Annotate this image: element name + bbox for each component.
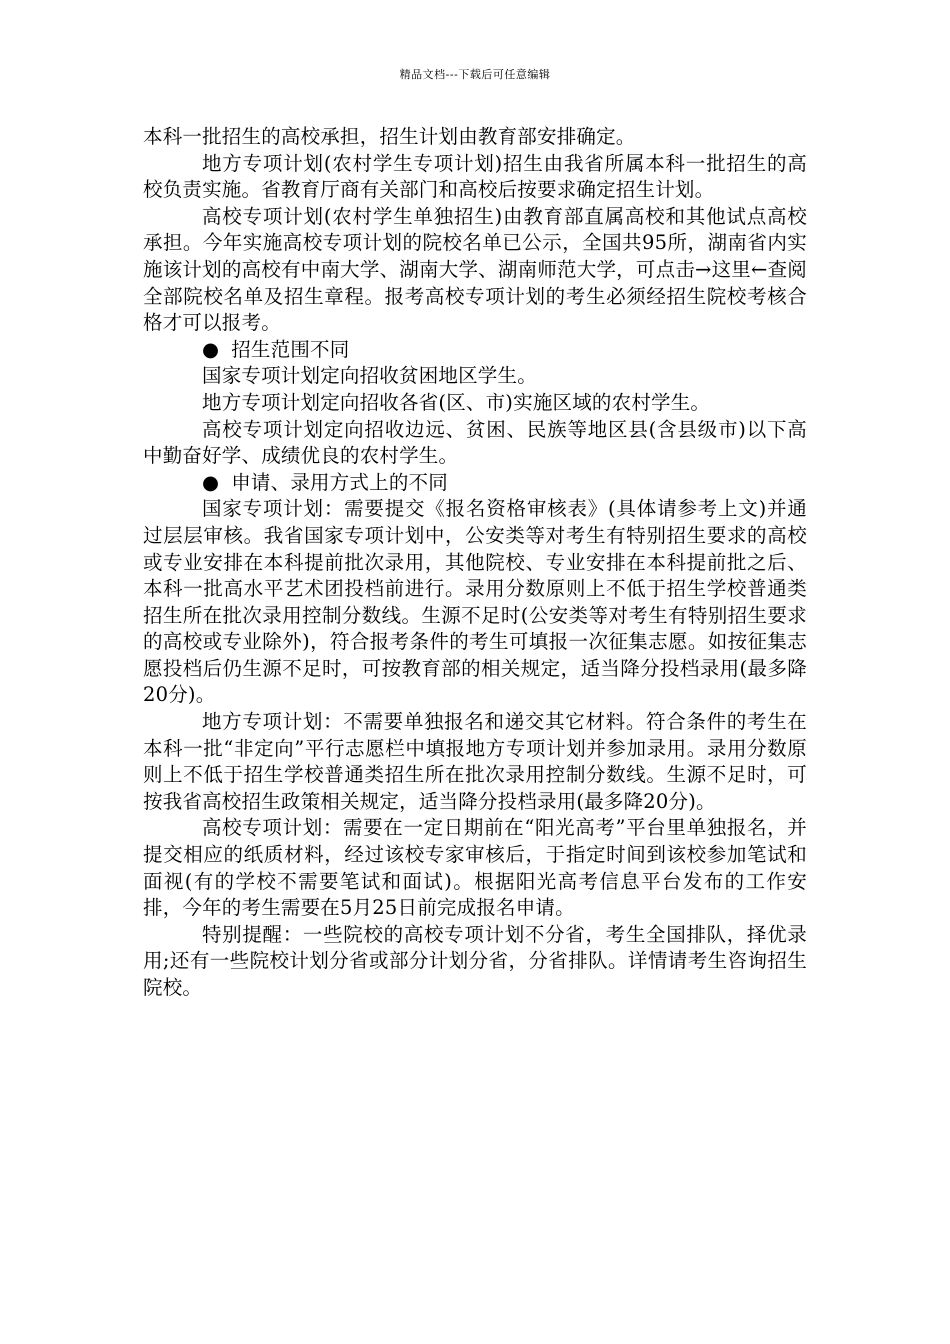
bullet-icon: ● — [202, 337, 220, 361]
document-body — [143, 124, 807, 1002]
paragraph: 地方专项计划：不需要单独报名和递交其它材料。符合条件的考生在本科一批“非定向”平行志愿栏中填报地方专项计划并参加录用。录用分数原则上不低于招生学校普通类招生所在批次录用控制分数线。生源不足时，可按我省高校招生政策相关规定，适当降分投档录用(最多降20分)。 — [143, 710, 807, 813]
page-header: 精品文档---下载后可任意编辑 — [399, 68, 551, 81]
bullet-heading — [143, 337, 807, 364]
paragraph: 高校专项计划：需要在一定日期前在“阳光高考”平台里单独报名，并提交相应的纸质材料，经过该校专家审核后，于指定时间到该校参加笔试和面视(有的学校不需要笔试和面试)。根据阳光高考信息平台发布的工作安排，今年的考生需要在5月25日前完成报名申请。 — [143, 816, 807, 920]
paragraph: 国家专项计划：需要提交《报名资格审核表》(具体请参考上文)并通过层层审核。我省国家专项计划中，公安类等对考生有特别招生要求的高校或专业安排在本科提前批次录用，其他院校、专业安排在本科提前批之后、本科一批高水平艺术团投档前进行。录用分数原则上不低于招生学校普通类招生所在批次录用控制分数线。生源不足时(公安类等对考生有特别招生要求的高校或专业除外)，符合报考条件的考生可填报一次征集志愿。如按征集志愿投档后仍生源不足时，可按教育部的相关规定，适当降分投档录用(最多降20分)。 — [143, 497, 807, 707]
paragraph: 高校专项计划定向招收边远、贫困、民族等地区县(含县级市)以下高中勤奋好学、成绩优良的农村学生。 — [143, 417, 807, 468]
paragraph: 地方专项计划(农村学生专项计划)招生由我省所属本科一批招生的高校负责实施。省教育厅商有关部门和高校后按要求确定招生计划。 — [143, 151, 807, 202]
paragraph: 本科一批招生的高校承担，招生计划由教育部安排确定。 — [143, 125, 636, 148]
bullet-heading-text: 招生范围不同 — [231, 337, 350, 361]
paragraph: 高校专项计划(农村学生单独招生)由教育部直属高校和其他试点高校承担。今年实施高校专项计划的院校名单已公示，全国共95所，湖南省内实施该计划的高校有中南大学、湖南大学、湖南师范大学，可点击→这里←查阅全部院校名单及招生章程。报考高校专项计划的考生必须经招生院校考核合格才可以报考。 — [143, 204, 807, 335]
bullet-heading — [143, 470, 807, 497]
paragraph: 国家专项计划定向招收贫困地区学生。 — [202, 364, 537, 388]
paragraph: 地方专项计划定向招收各省(区、市)实施区域的农村学生。 — [202, 390, 711, 414]
bullet-icon: ● — [202, 470, 220, 494]
paragraph: 特别提醒：一些院校的高校专项计划不分省，考生全国排队，择优录用;还有一些院校计划分省或部分计划分省，分省排队。详情请考生咨询招生院校。 — [143, 922, 807, 999]
bullet-heading-text: 申请、录用方式上的不同 — [231, 470, 448, 494]
